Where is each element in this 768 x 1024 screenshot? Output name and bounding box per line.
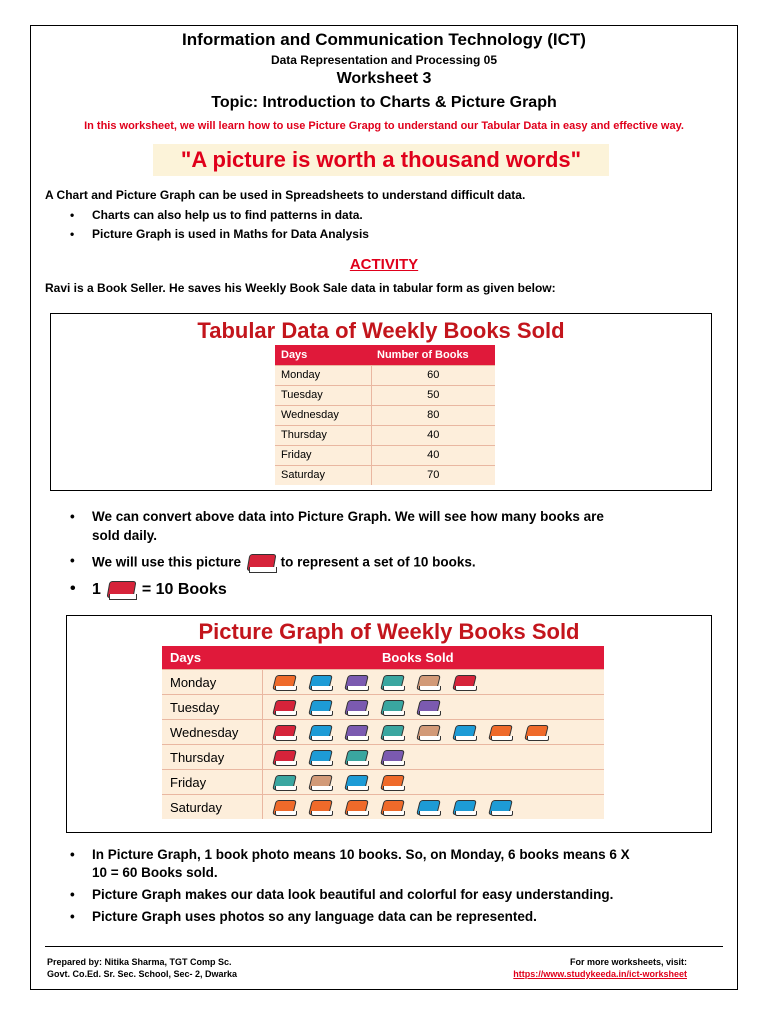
picture-graph-rows [162,669,604,819]
bullet-dot: • [70,909,75,924]
bullet-text: Charts can also help us to find patterns in data. [92,208,363,222]
book-icon [416,724,441,741]
quote-text: "A picture is worth a thousand words" [180,147,582,172]
book-icons [272,774,405,791]
book-icon [308,674,333,691]
book-icon [488,724,513,741]
book-icon [452,674,477,691]
bullet-dot: • [70,208,75,222]
intro-text: In this worksheet, we will learn how to use Picture Grapg to understand our Tabular Data in easy and effective way. [84,120,684,132]
worksheet-label: Worksheet 3 [336,70,432,87]
footer-school: Govt. Co.Ed. Sr. Sec. School, Sec- 2, Dwarka [47,969,238,979]
table-row [275,425,495,445]
bullet-text: 10 = 60 Books sold. [92,865,218,880]
book-icon [380,724,405,741]
column-separator [262,695,263,719]
bullet-dot: • [70,509,75,524]
book-icon [344,799,369,816]
book-icons [272,749,405,766]
book-icon [344,699,369,716]
day-label: Saturday [170,800,223,815]
book-icon [272,774,297,791]
footer-link[interactable]: https://www.studykeeda.in/ict-worksheet [513,969,687,979]
table-row [275,385,495,405]
book-icon [272,674,297,691]
book-icon [416,799,441,816]
column-separator [262,795,263,819]
bullet-pre-text: We will use this picture [92,554,242,570]
day-cell: Thursday [275,425,371,445]
picture-graph-row [162,719,604,744]
book-icon [272,799,297,816]
day-label: Thursday [170,750,225,765]
book-icons [272,699,441,716]
description-text: A Chart and Picture Graph can be used in Spreadsheets to understand difficult data. [45,188,526,202]
picture-graph-panel [66,615,712,833]
books-cell: 50 [371,385,495,405]
table-row [275,465,495,485]
book-icon [452,799,477,816]
table-row [275,405,495,425]
book-icon [416,674,441,691]
picture-graph-row [162,669,604,694]
bullet-dot: • [70,553,75,568]
book-icons [272,724,549,741]
books-cell: 40 [371,445,495,465]
book-icon [488,799,513,816]
books-cell: 70 [371,465,495,485]
column-separator [262,720,263,744]
bullet-post-text: to represent a set of 10 books. [280,554,476,570]
book-icon [380,749,405,766]
book-icon [272,724,297,741]
column-header: Books Sold [382,650,454,665]
day-label: Friday [170,775,207,790]
picture-graph-table [162,646,604,819]
book-icon [308,799,333,816]
book-icon [308,774,333,791]
book-icon [380,774,405,791]
tabular-data-panel [50,313,712,491]
book-icon [272,699,297,716]
page-title: Information and Communication Technology (ICT) [182,30,586,49]
picture-graph-header [162,646,604,669]
column-header: Days [170,650,202,665]
book-icon [380,699,405,716]
bullet-dot: • [70,580,76,597]
book-icon [308,699,333,716]
picture-graph-row [162,694,604,719]
picture-graph-row [162,769,604,794]
book-icon [344,774,369,791]
book-icon [524,724,549,741]
table-row [275,365,495,385]
day-label: Monday [170,675,217,690]
book-icon [245,553,277,573]
column-separator [262,745,263,769]
book-icons [272,799,513,816]
day-cell: Saturday [275,465,371,485]
picture-graph-title: Picture Graph of Weekly Books Sold [198,619,580,644]
activity-text: Ravi is a Book Seller. He saves his Weekly Book Sale data in tabular form as given below: [45,281,556,295]
bullet-dot: • [70,227,75,241]
column-header: Days [275,345,371,365]
picture-graph-row [162,794,604,819]
day-cell: Tuesday [275,385,371,405]
books-cell: 80 [371,405,495,425]
bullet-dot: • [70,847,75,862]
book-icon [380,674,405,691]
bullet-text: Picture Graph uses photos so any language data can be represented. [92,909,537,924]
day-cell: Friday [275,445,371,465]
bullet-text: We can convert above data into Picture Graph. We will see how many books are [92,509,604,524]
book-icon [272,749,297,766]
bullet-dot: • [70,887,75,902]
books-cell: 40 [371,425,495,445]
bullet-post-text: = 10 Books [141,581,227,599]
book-icon [105,580,137,600]
day-label: Wednesday [170,725,239,740]
column-separator [262,770,263,794]
bullet-pre-text: 1 [92,581,101,599]
book-icon [344,749,369,766]
day-cell: Wednesday [275,405,371,425]
footer-divider [45,946,723,947]
books-cell: 60 [371,365,495,385]
picture-graph-row [162,744,604,769]
book-icon [308,749,333,766]
tabular-data-title: Tabular Data of Weekly Books Sold [197,318,565,343]
bullet-text [92,580,227,600]
footer-more-text: For more worksheets, visit: [569,957,687,967]
footer-prepared-by: Prepared by: Nitika Sharma, TGT Comp Sc. [47,957,232,967]
book-icon [452,724,477,741]
bullet-text: In Picture Graph, 1 book photo means 10 books. So, on Monday, 6 books means 6 X [92,847,630,862]
table-header-row [275,345,495,365]
book-icon [308,724,333,741]
bullet-text [92,553,476,573]
book-icon [344,724,369,741]
book-icon [416,699,441,716]
book-icon [380,799,405,816]
topic-heading: Topic: Introduction to Charts & Picture Graph [211,94,557,111]
day-cell: Monday [275,365,371,385]
column-separator [262,670,263,694]
quote-box [153,144,609,176]
bullet-text: sold daily. [92,528,158,543]
book-icons [272,674,477,691]
bullet-text: Picture Graph makes our data look beautiful and colorful for easy understanding. [92,887,614,902]
books-table [275,345,495,485]
bullet-text: Picture Graph is used in Maths for Data Analysis [92,227,369,241]
book-icon [344,674,369,691]
page-subtitle: Data Representation and Processing 05 [270,53,498,67]
table-row [275,445,495,465]
column-header: Number of Books [371,345,495,365]
day-label: Tuesday [170,700,220,715]
activity-heading: ACTIVITY [349,256,419,273]
